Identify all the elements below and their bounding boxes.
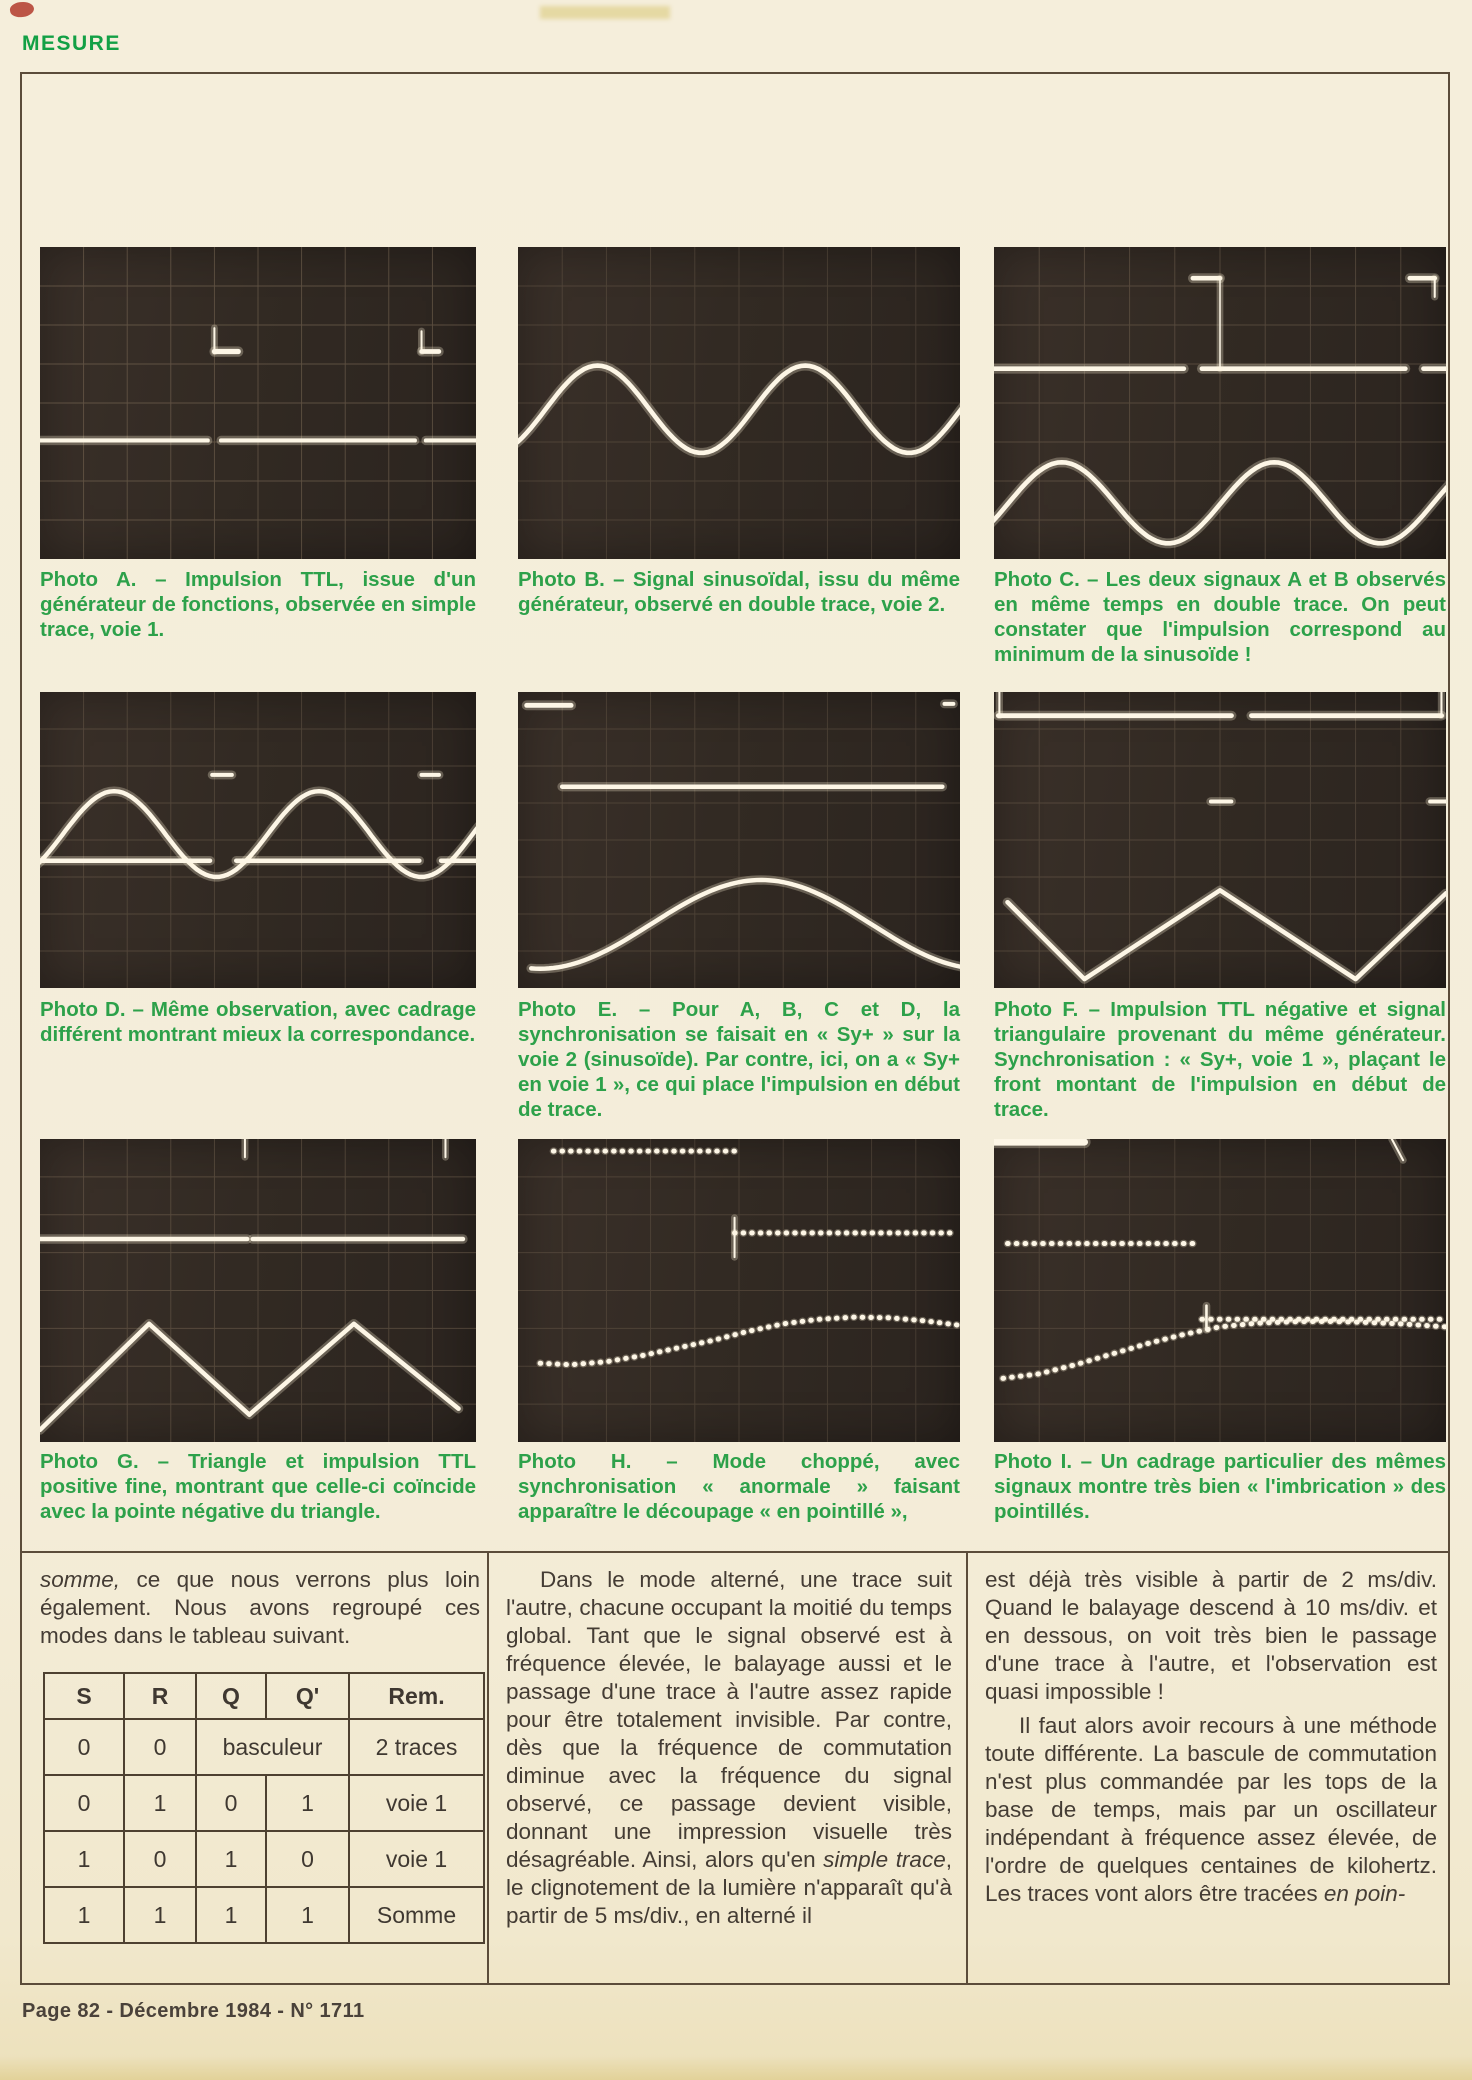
- oscilloscope-photo-C: [994, 247, 1446, 559]
- paragraph: est déjà très visible à partir de 2 ms/div. Quand le balayage descend à 10 ms/div. et en dessous, on voit très bien le passage d'une trace à l'autre, et l'observation est quasi impossible !: [985, 1567, 1437, 1704]
- oscilloscope-photo-D: [40, 692, 476, 988]
- section-divider: [20, 1551, 1450, 1553]
- photo-H-caption: Photo H. – Mode choppé, avec synchronisation « anormale » faisant apparaître le découpage « en pointillé »,: [518, 1450, 960, 1523]
- oscilloscope-photo-A: [40, 247, 476, 559]
- table-cell: 1: [124, 1887, 196, 1943]
- oscilloscope-photo-H: [518, 1139, 960, 1442]
- photo-G-caption: Photo G. – Triangle et impulsion TTL positive fine, montrant que celle-ci coïncide avec la pointe négative du triangle.: [40, 1450, 476, 1523]
- article-column-left: [40, 1566, 480, 1944]
- paragraph: Dans le mode alterné, une trace suit l'autre, chacune occupant la moitié du temps global. Tant que le signal observé est à fréquence élevée, le balayage aussi et le passage d'une trace à l'autre assez rapide pour être totalement invisible. Par contre, dès que la fréquence de commutation diminue avec la fréquence du signal observé, ce passage devient visible, donnant une impression visuelle très désagréable. Ainsi, alors qu'en simple trace, le clignotement de la lumière n'apparaît qu'à partir de 5 ms/div., en alterné il: [506, 1567, 952, 1928]
- article-column-middle: [506, 1566, 952, 1936]
- table-header-cell: Q': [266, 1673, 349, 1719]
- table-header-cell: S: [44, 1673, 124, 1719]
- table-header-cell: R: [124, 1673, 196, 1719]
- table-cell: 0: [44, 1719, 124, 1775]
- sr-truth-table: [43, 1672, 485, 1944]
- photo-I-caption: Photo I. – Un cadrage particulier des mêmes signaux montre très bien « l'imbrication » des pointillés.: [994, 1450, 1446, 1523]
- table-cell: basculeur: [196, 1719, 349, 1775]
- column-divider-1: [487, 1553, 489, 1985]
- photo-D-caption: Photo D. – Même observation, avec cadrage différent montrant mieux la correspondance.: [40, 998, 476, 1046]
- table-cell: 1: [266, 1887, 349, 1943]
- column-divider-2: [966, 1553, 968, 1985]
- table-cell: Somme: [349, 1887, 484, 1943]
- table-cell: 1: [44, 1831, 124, 1887]
- table-row: [44, 1887, 484, 1943]
- table-cell: 1: [266, 1775, 349, 1831]
- photo-A-caption: Photo A. – Impulsion TTL, issue d'un générateur de fonctions, observée en simple trace, voie 1.: [40, 568, 476, 641]
- table-header-row: [44, 1673, 484, 1719]
- print-artifact-ghost-text: [540, 6, 670, 19]
- oscilloscope-photo-B: [518, 247, 960, 559]
- page-edge-shading: [0, 2056, 1472, 2080]
- table-cell: 1: [196, 1887, 266, 1943]
- table-cell: voie 1: [349, 1831, 484, 1887]
- print-artifact-red: [9, 0, 35, 18]
- table-row: [44, 1719, 484, 1775]
- oscilloscope-photo-F: [994, 692, 1446, 988]
- photo-F-caption: Photo F. – Impulsion TTL négative et signal triangulaire provenant du même générateur. Synchronisation : « Sy+, voie 1 », plaçant le front montant de l'impulsion en début de trace.: [994, 998, 1446, 1121]
- oscilloscope-photo-I: [994, 1139, 1446, 1442]
- paragraph: somme, ce que nous verrons plus loin également. Nous avons regroupé ces modes dans le tableau suivant.: [40, 1567, 480, 1648]
- table-cell: 0: [124, 1831, 196, 1887]
- table-header-cell: Rem.: [349, 1673, 484, 1719]
- photo-B-caption: Photo B. – Signal sinusoïdal, issu du même générateur, observé en double trace, voie 2.: [518, 568, 960, 616]
- page-footer: Page 82 - Décembre 1984 - N° 1711: [22, 2000, 365, 2022]
- table-cell: 0: [266, 1831, 349, 1887]
- table-cell: voie 1: [349, 1775, 484, 1831]
- oscilloscope-photo-G: [40, 1139, 476, 1442]
- table-cell: 1: [196, 1831, 266, 1887]
- table-cell: 0: [44, 1775, 124, 1831]
- table-header-cell: Q: [196, 1673, 266, 1719]
- table-cell: 0: [196, 1775, 266, 1831]
- table-cell: 1: [44, 1887, 124, 1943]
- paragraph: Il faut alors avoir recours à une méthode toute différente. La bascule de commutation n'est plus commandée par les tops de la base de temps, mais par un oscillateur indépendant à fréquence assez élevée, de l'ordre de quelques centaines de kilohertz. Les traces vont alors être tracées en poin-: [985, 1713, 1437, 1906]
- oscilloscope-photo-E: [518, 692, 960, 988]
- article-column-right: [985, 1566, 1437, 1914]
- table-cell: 0: [124, 1719, 196, 1775]
- table-row: [44, 1775, 484, 1831]
- photo-E-caption: Photo E. – Pour A, B, C et D, la synchronisation se faisait en « Sy+ » sur la voie 2 (sinusoïde). Par contre, ici, on a « Sy+ en voie 1 », ce qui place l'impulsion en début de trace.: [518, 998, 960, 1121]
- table-cell: 1: [124, 1775, 196, 1831]
- table-row: [44, 1831, 484, 1887]
- table-cell: 2 traces: [349, 1719, 484, 1775]
- section-tag: MESURE: [22, 32, 121, 55]
- photo-C-caption: Photo C. – Les deux signaux A et B observés en même temps en double trace. On peut constater que l'impulsion correspond au minimum de la sinusoïde !: [994, 568, 1446, 666]
